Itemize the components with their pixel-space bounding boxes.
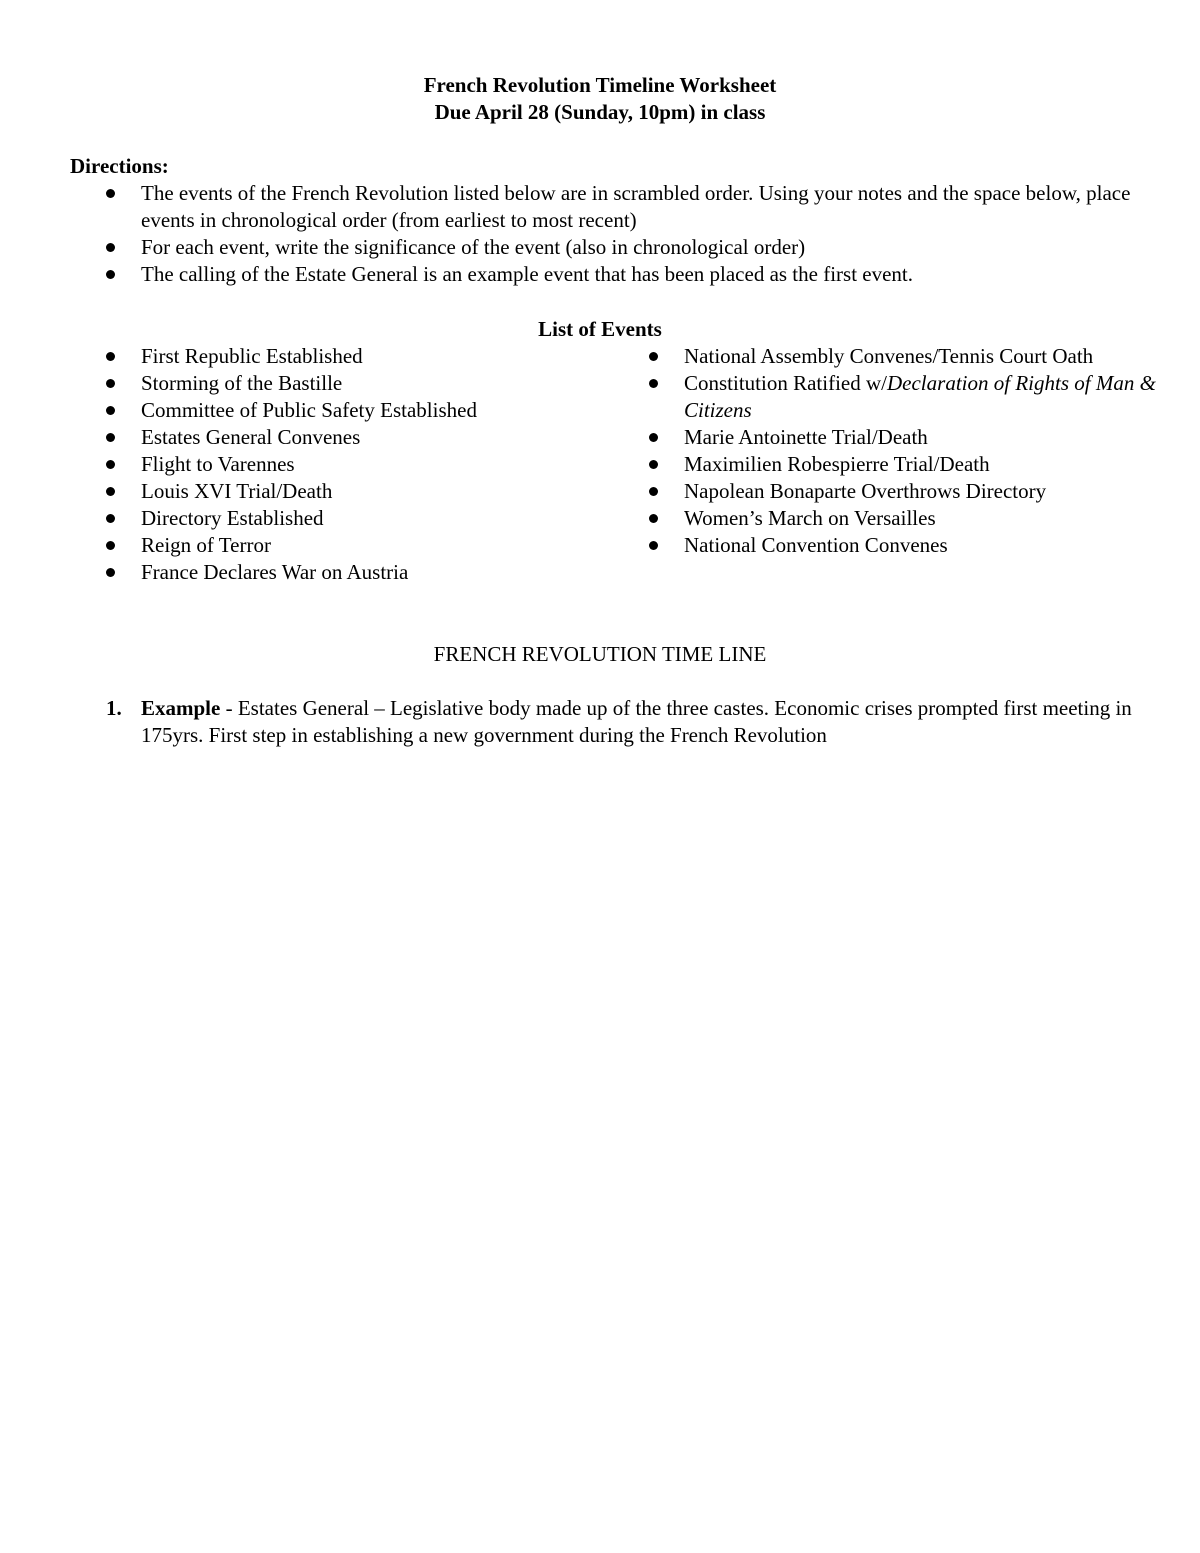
event-text: National Convention Convenes <box>684 533 948 557</box>
event-text: Flight to Varennes <box>141 452 295 476</box>
timeline-heading: FRENCH REVOLUTION TIME LINE <box>433 642 767 666</box>
event-text: Directory Established <box>141 506 324 530</box>
bullet-icon <box>649 487 658 496</box>
bullet-icon <box>106 433 115 442</box>
bullet-icon <box>106 352 115 361</box>
bullet-icon <box>106 487 115 496</box>
event-text: Storming of the Bastille <box>141 371 343 395</box>
directions-heading: Directions: <box>70 154 169 178</box>
event-text: Women’s March on Versailles <box>684 506 936 530</box>
bullet-icon <box>106 568 115 577</box>
bullet-icon <box>106 460 115 469</box>
event-item <box>0 397 600 424</box>
event-text: Napolean Bonaparte Overthrows Directory <box>684 479 1047 503</box>
event-text: Reign of Terror <box>141 533 271 557</box>
events-list-right <box>543 343 1163 559</box>
event-item <box>0 532 600 559</box>
event-text: Louis XVI Trial/Death <box>141 479 333 503</box>
event-item <box>0 559 600 586</box>
bullet-icon <box>106 379 115 388</box>
bullet-icon <box>106 189 115 198</box>
event-text: Maximilien Robespierre Trial/Death <box>684 452 990 476</box>
event-item <box>543 532 1163 559</box>
timeline-item-text <box>141 695 1141 749</box>
event-item <box>543 478 1163 505</box>
event-item <box>543 424 1163 451</box>
event-text: Committee of Public Safety Established <box>141 398 477 422</box>
event-text-italic: Declaration of Rights of Man & Citizens <box>684 371 1156 422</box>
event-item <box>0 424 600 451</box>
event-item <box>543 370 1163 424</box>
bullet-icon <box>106 406 115 415</box>
directions-item-text: The events of the French Revolution listed below are in scrambled order. Using your notes and the space below, place events in chronological order (from earliest to most recent) <box>141 181 1131 232</box>
bullet-icon <box>649 541 658 550</box>
event-item <box>543 451 1163 478</box>
events-list-left <box>0 343 600 586</box>
events-heading: List of Events <box>538 317 662 341</box>
bullet-icon <box>649 379 658 388</box>
bullet-icon <box>106 243 115 252</box>
event-item <box>0 370 600 397</box>
timeline-item-label: Example <box>141 696 221 720</box>
directions-item-text: For each event, write the significance of the event (also in chronological order) <box>141 235 806 259</box>
event-item <box>543 343 1163 370</box>
page-title: French Revolution Timeline Worksheet <box>423 73 777 97</box>
directions-list <box>0 180 1200 288</box>
due-date: Due April 28 (Sunday, 10pm) in class <box>434 100 766 124</box>
bullet-icon <box>649 514 658 523</box>
timeline-item-number: 1. <box>106 696 122 720</box>
event-item <box>543 505 1163 532</box>
directions-item-text: The calling of the Estate General is an example event that has been placed as the first event. <box>141 262 914 286</box>
event-item <box>0 478 600 505</box>
event-text: Marie Antoinette Trial/Death <box>684 425 928 449</box>
bullet-icon <box>106 270 115 279</box>
event-text: Constitution Ratified w/ <box>684 371 887 395</box>
event-text: First Republic Established <box>141 344 363 368</box>
event-text: Estates General Convenes <box>141 425 361 449</box>
event-text: France Declares War on Austria <box>141 560 409 584</box>
event-item <box>0 451 600 478</box>
bullet-icon <box>649 352 658 361</box>
bullet-icon <box>106 541 115 550</box>
bullet-icon <box>649 433 658 442</box>
event-item <box>0 343 600 370</box>
directions-item <box>0 180 1200 234</box>
bullet-icon <box>106 514 115 523</box>
event-item <box>0 505 600 532</box>
timeline-item-description: - Estates General – Legislative body made up of the three castes. Economic crises prompted first meeting in 175yrs. First step in establishing a new government during the French Revolution <box>141 696 1132 747</box>
bullet-icon <box>649 460 658 469</box>
directions-item <box>0 234 1200 261</box>
event-text: National Assembly Convenes/Tennis Court Oath <box>684 344 1094 368</box>
directions-item <box>0 261 1200 288</box>
